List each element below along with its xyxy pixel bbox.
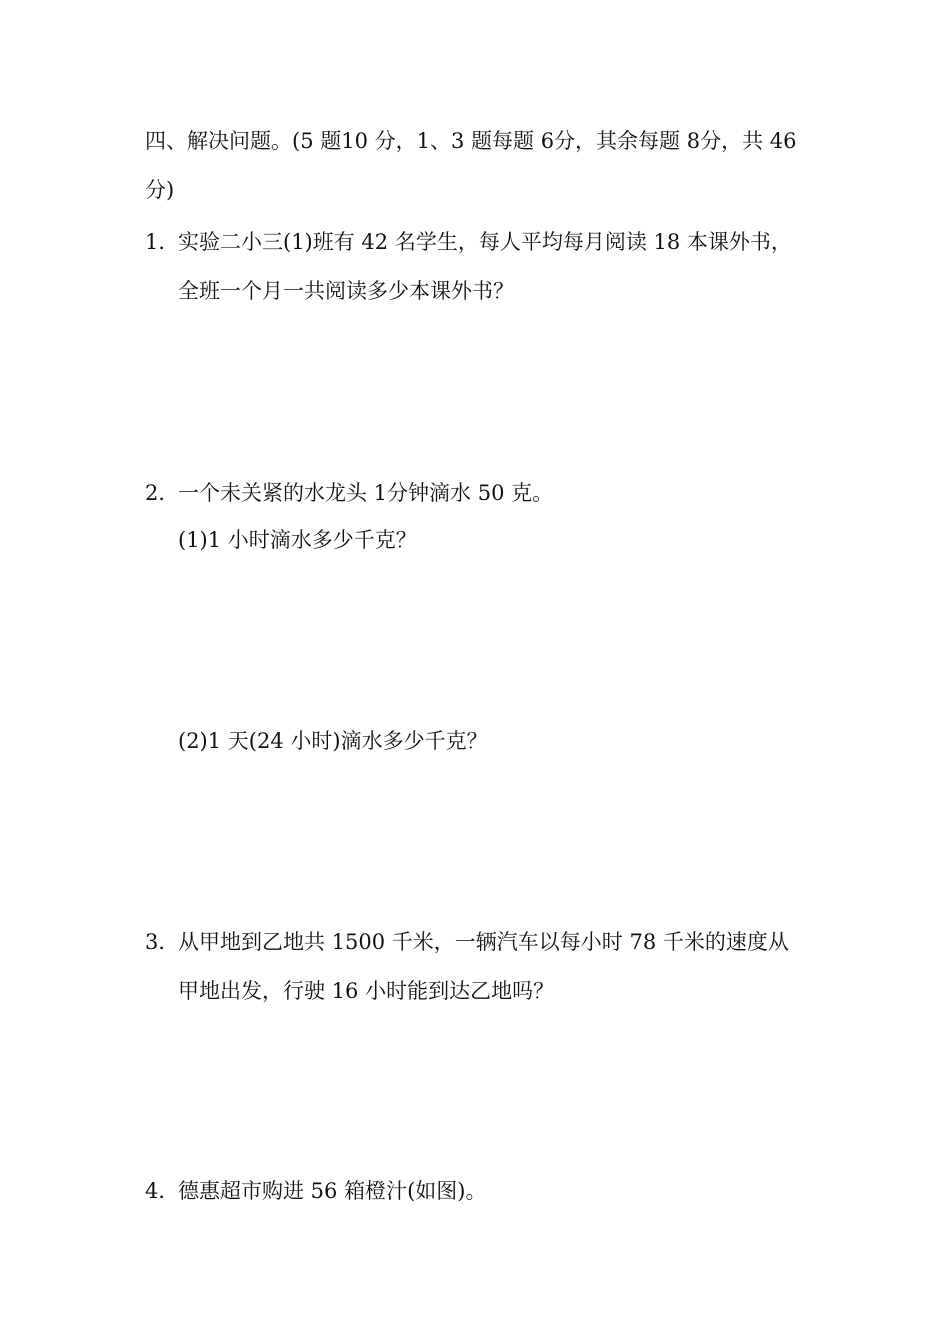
question-2-text-line-1: 一个未关紧的水龙头 1分钟滴水 50 克。 (178, 481, 554, 505)
question-1-number: 1． (145, 230, 180, 254)
question-1-text-line-1: 实验二小三(1)班有 42 名学生，每人平均每月阅读 18 本课外书， (178, 230, 792, 254)
section-title-line-1: 四、解决问题。(5 题10 分，1、3 题每题 6分，其余每题 8分，共 46 (145, 129, 797, 153)
question-3-number: 3． (145, 930, 180, 954)
question-4-number: 4． (145, 1179, 180, 1203)
question-2-sub-2: (2)1 天(24 小时)滴水多少千克？ (178, 729, 488, 753)
question-3-text-line-1: 从甲地到乙地共 1500 千米，一辆汽车以每小时 78 千米的速度从 (178, 930, 789, 954)
question-4-text-line-1: 德惠超市购进 56 箱橙汁(如图)。 (178, 1179, 487, 1203)
question-3-text-line-2: 甲地出发，行驶 16 小时能到达乙地吗？ (178, 979, 555, 1003)
section-title-line-2: 分) (145, 178, 175, 202)
question-1-text-line-2: 全班一个月一共阅读多少本课外书？ (178, 279, 514, 303)
question-2-number: 2． (145, 481, 180, 505)
question-2-sub-1: (1)1 小时滴水多少千克？ (178, 528, 417, 552)
